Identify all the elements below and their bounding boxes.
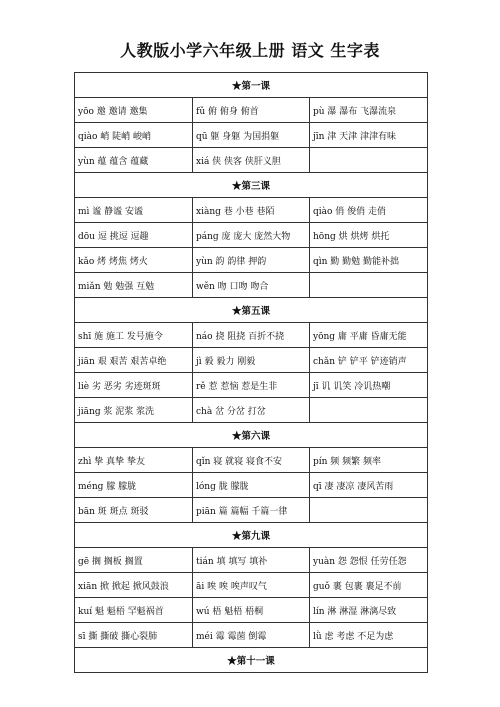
vocab-cell: jī 讥 讥笑 冷讥热嘲 <box>310 373 428 398</box>
vocab-cell: chǎn 铲 铲平 铲迹销声 <box>310 348 428 373</box>
vocab-cell: yōng 庸 平庸 昏庸无能 <box>310 323 428 348</box>
table-row <box>75 548 428 573</box>
table-row <box>75 248 428 273</box>
vocab-cell: piān 篇 篇幅 千篇一律 <box>193 498 310 523</box>
vocab-cell: qī 凄 凄凉 凄风苦雨 <box>310 473 428 498</box>
table-row <box>75 448 428 473</box>
lesson-header: ★第五课 <box>75 298 428 323</box>
vocab-cell: mì 谧 静谧 安谧 <box>75 198 193 223</box>
lesson-header: ★第三课 <box>75 173 428 198</box>
vocab-cell: qū 躯 身躯 为国捐躯 <box>193 123 310 148</box>
table-row <box>75 123 428 148</box>
table-row <box>75 348 428 373</box>
lesson-header-row <box>75 523 428 548</box>
vocab-cell: hōng 烘 烘烤 烘托 <box>310 223 428 248</box>
vocab-cell: jīn 津 天津 津津有味 <box>310 123 428 148</box>
vocab-cell: jiāng 浆 泥浆 浆洗 <box>75 398 193 423</box>
table-row <box>75 323 428 348</box>
table-row <box>75 223 428 248</box>
lesson-header: ★第九课 <box>75 523 428 548</box>
vocab-cell <box>310 273 428 298</box>
lesson-header: ★第六课 <box>75 423 428 448</box>
vocab-cell: bān 斑 斑点 斑驳 <box>75 498 193 523</box>
vocab-cell: páng 庞 庞大 庞然大物 <box>193 223 310 248</box>
lesson-header: ★第十一课 <box>75 648 428 673</box>
vocab-cell: dōu 逗 挑逗 逗趣 <box>75 223 193 248</box>
vocab-cell: rě 惹 惹恼 惹是生非 <box>193 373 310 398</box>
table-row <box>75 598 428 623</box>
vocab-cell: yōo 邀 邀请 邀集 <box>75 98 193 123</box>
vocab-cell: pù 瀑 瀑布 飞瀑流泉 <box>310 98 428 123</box>
vocab-cell: gē 搁 搁板 搁置 <box>75 548 193 573</box>
vocab-cell: pín 频 频繁 频率 <box>310 448 428 473</box>
vocab-cell: lóng 胧 朦胧 <box>193 473 310 498</box>
vocab-cell: yùn 蕴 蕴含 蕴藏 <box>75 148 193 173</box>
vocab-cell: lín 淋 淋湿 淋漓尽致 <box>310 598 428 623</box>
table-row <box>75 198 428 223</box>
vocab-cell <box>310 498 428 523</box>
vocab-cell: tián 填 填写 填补 <box>193 548 310 573</box>
vocab-cell: qiào 俏 俊俏 走俏 <box>310 198 428 223</box>
table-row <box>75 98 428 123</box>
vocab-cell: lǜ 虑 考虑 不足为虑 <box>310 623 428 648</box>
table-row <box>75 148 428 173</box>
lesson-header-row <box>75 73 428 98</box>
vocab-cell: sī 撕 撕破 撕心裂肺 <box>75 623 193 648</box>
table-row <box>75 398 428 423</box>
vocab-cell: qiào 峭 陡峭 峻峭 <box>75 123 193 148</box>
lesson-header-row <box>75 298 428 323</box>
vocab-cell: jiān 艰 艰苦 艰苦卓绝 <box>75 348 193 373</box>
lesson-header-row <box>75 648 428 673</box>
lesson-header: ★第一课 <box>75 73 428 98</box>
page-title: 人教版小学六年级上册 语文 生字表 <box>120 41 380 60</box>
table-row <box>75 498 428 523</box>
table-row <box>75 623 428 648</box>
vocab-cell: zhì 挚 真挚 挚友 <box>75 448 193 473</box>
table-row <box>75 373 428 398</box>
vocab-cell: yùn 韵 韵律 押韵 <box>193 248 310 273</box>
vocab-cell: yuàn 怨 怨恨 任劳任怨 <box>310 548 428 573</box>
vocab-cell: kǎo 烤 烤焦 烤火 <box>75 248 193 273</box>
vocab-cell: qǐn 寝 就寝 寝食不安 <box>193 448 310 473</box>
vocab-cell: méng 朦 朦胧 <box>75 473 193 498</box>
table-row <box>75 573 428 598</box>
vocab-cell: miǎn 勉 勉强 互勉 <box>75 273 193 298</box>
table-row <box>75 273 428 298</box>
vocab-cell: xiàng 巷 小巷 巷陌 <box>193 198 310 223</box>
vocab-cell <box>310 398 428 423</box>
vocab-cell: xiá 侠 侠客 侠肝义胆 <box>193 148 310 173</box>
lesson-header-row <box>75 173 428 198</box>
vocab-cell: qìn 勤 勤勉 勤能补拙 <box>310 248 428 273</box>
vocab-cell: wú 梧 魁梧 梧桐 <box>193 598 310 623</box>
vocab-cell: xiān 掀 掀起 掀风鼓浪 <box>75 573 193 598</box>
table-row <box>75 473 428 498</box>
vocab-cell: náo 挠 阻挠 百折不挠 <box>193 323 310 348</box>
lesson-header-row <box>75 423 428 448</box>
vocab-cell: méi 霉 霉菌 倒霉 <box>193 623 310 648</box>
vocab-cell: chà 岔 分岔 打岔 <box>193 398 310 423</box>
vocab-cell: āi 唉 唉 唉声叹气 <box>193 573 310 598</box>
vocab-cell <box>310 148 428 173</box>
vocab-cell: liè 劣 恶劣 劣迹斑斑 <box>75 373 193 398</box>
vocab-cell: wěn 吻 口吻 吻合 <box>193 273 310 298</box>
vocab-cell: guǒ 裹 包裹 裹足不前 <box>310 573 428 598</box>
vocab-cell: fǔ 俯 俯身 俯首 <box>193 98 310 123</box>
vocab-cell: kuí 魁 魁梧 罕魁祸首 <box>75 598 193 623</box>
vocabulary-table <box>74 72 428 673</box>
vocab-cell: shī 施 施工 发号施令 <box>75 323 193 348</box>
vocab-cell: jì 毅 毅力 刚毅 <box>193 348 310 373</box>
